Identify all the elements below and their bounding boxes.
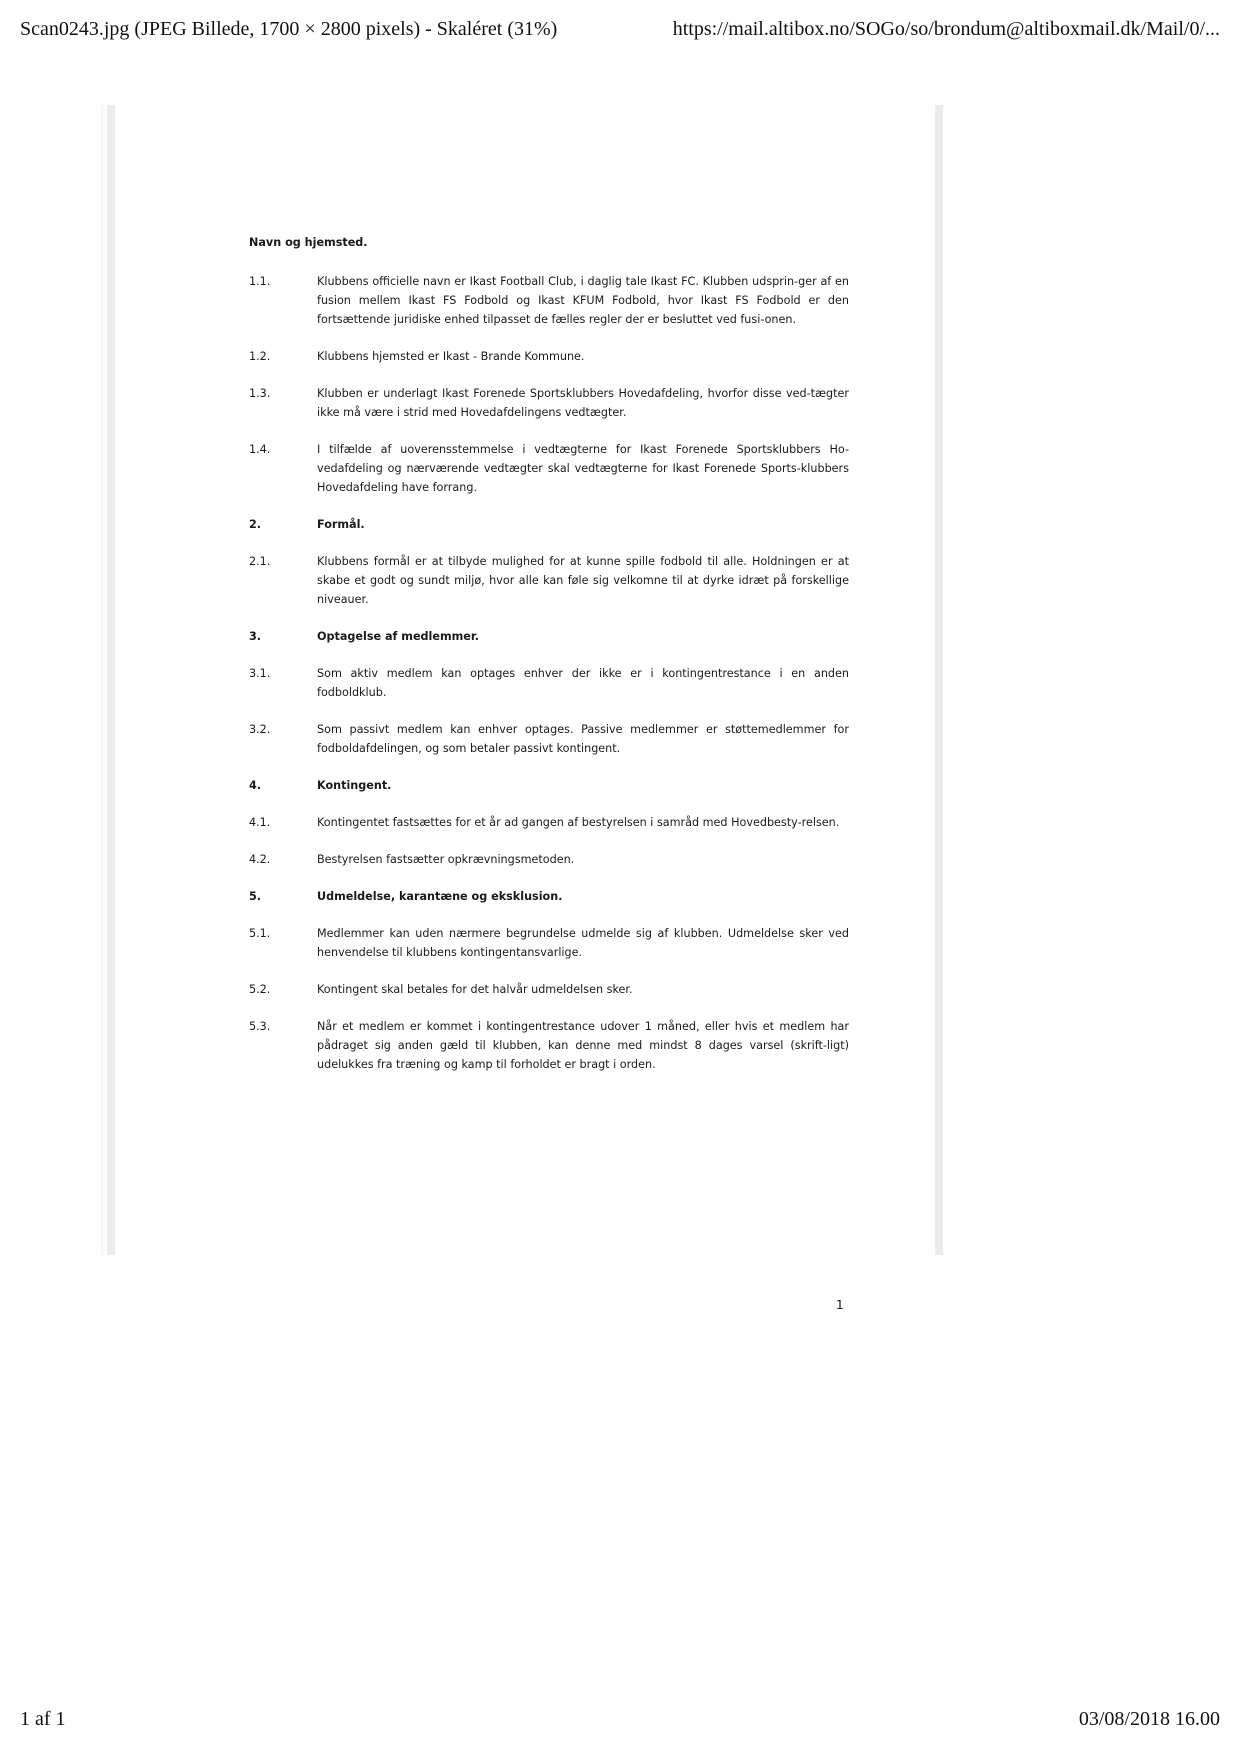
page-count: 1 af 1 xyxy=(20,1708,66,1730)
clause-text: Bestyrelsen fastsætter opkrævningsmetoden. xyxy=(317,853,575,866)
clause-text: Klubbens hjemsted er Ikast - Brande Kommune. xyxy=(317,350,585,363)
section-heading: Optagelse af medlemmer. xyxy=(317,630,480,643)
section-heading-3 xyxy=(249,627,849,646)
clause-text: Medlemmer kan uden nærmere begrundelse udmelde sig af klubben. Udmeldelse sker ved henvendelse til klubbens kontingentansvarlige. xyxy=(317,927,849,959)
clause-number: 3.1. xyxy=(249,667,271,680)
section-heading-5 xyxy=(249,887,849,906)
clause-text: Kontingentet fastsættes for et år ad gangen af bestyrelsen i samråd med Hovedbesty-relsen. xyxy=(317,816,840,829)
section-number: 2. xyxy=(249,518,262,531)
clause-number: 1.1. xyxy=(249,275,271,288)
clause-number: 4.1. xyxy=(249,816,271,829)
clause-number: 3.2. xyxy=(249,723,271,736)
print-header xyxy=(20,14,1220,44)
scanned-page xyxy=(107,105,943,1312)
clause-number: 5.3. xyxy=(249,1020,271,1033)
clause-5-2 xyxy=(249,980,849,999)
clause-number: 2.1. xyxy=(249,555,271,568)
clause-text: Når et medlem er kommet i kontingentrestance udover 1 måned, eller hvis et medlem har pådraget sig anden gæld til klubben, kan denne med mindst 8 dages varsel (skrift-ligt) udelukkes fra træning og kamp til forholdet er bragt i orden. xyxy=(317,1020,849,1071)
clause-text: Klubben er underlagt Ikast Forenede Sportsklubbers Hovedafdeling, hvorfor disse ved-tægter ikke må være i strid med Hovedafdelingens vedtægter. xyxy=(317,387,849,419)
clause-text: I tilfælde af uoverensstemmelse i vedtægterne for Ikast Forenede Sportsklubbers Ho-vedafdeling og nærværende vedtægter skal vedtægterne for Ikast Forenede Sports-klubbers Hovedafdeling have forrang. xyxy=(317,443,849,494)
clause-text: Klubbens officielle navn er Ikast Football Club, i daglig tale Ikast FC. Klubben udsprin-ger af en fusion mellem Ikast FS Fodbold og Ikast KFUM Fodbold, hvor Ikast FS Fodbold er den fortsættende juridiske enhed tilpasset de fælles regler der er besluttet ved fusi-onen. xyxy=(317,275,849,326)
clause-number: 4.2. xyxy=(249,853,271,866)
clause-number: 1.2. xyxy=(249,350,271,363)
section-heading: Kontingent. xyxy=(317,779,392,792)
document-url: https://mail.altibox.no/SOGo/so/brondum@altiboxmail.dk/Mail/0/... xyxy=(672,18,1220,40)
section-heading-2 xyxy=(249,515,849,534)
print-datetime: 03/08/2018 16.00 xyxy=(1078,1708,1220,1730)
clause-number: 1.4. xyxy=(249,443,271,456)
section-number: 4. xyxy=(249,779,262,792)
section-heading-4 xyxy=(249,776,849,795)
clause-5-1 xyxy=(249,924,849,962)
clause-number: 5.1. xyxy=(249,927,271,940)
clause-3-2 xyxy=(249,720,849,758)
document-title: Scan0243.jpg (JPEG Billede, 1700 × 2800 pixels) - Skaléret (31%) xyxy=(20,18,558,40)
clause-text: Som passivt medlem kan enhver optages. Passive medlemmer er støttemedlemmer for fodboldafdelingen, og som betaler passivt kontingent. xyxy=(317,723,849,755)
clause-3-1 xyxy=(249,664,849,702)
bylaws-text xyxy=(249,233,849,1092)
clause-5-3 xyxy=(249,1017,849,1074)
clause-text: Klubbens formål er at tilbyde mulighed for at kunne spille fodbold til alle. Holdningen er at skabe et godt og sundt miljø, hvor alle kan føle sig velkomne til at dyrke idræt på forskellige niveauer. xyxy=(317,555,849,606)
clause-4-1 xyxy=(249,813,849,832)
clause-1-2 xyxy=(249,347,849,366)
clause-number: 5.2. xyxy=(249,983,271,996)
clause-4-2 xyxy=(249,850,849,869)
clause-1-4 xyxy=(249,440,849,497)
clause-number: 1.3. xyxy=(249,387,271,400)
clause-1-3 xyxy=(249,384,849,422)
section-heading: Formål. xyxy=(317,518,365,531)
print-footer xyxy=(20,1704,1220,1734)
clause-1-1 xyxy=(249,272,849,329)
clause-2-1 xyxy=(249,552,849,609)
section-number: 3. xyxy=(249,630,262,643)
section-number: 5. xyxy=(249,890,262,903)
section-title: Navn og hjemsted. xyxy=(249,236,368,249)
page-number: 1 xyxy=(836,1298,844,1312)
section-heading: Udmeldelse, karantæne og eksklusion. xyxy=(317,890,563,903)
clause-text: Kontingent skal betales for det halvår udmeldelsen sker. xyxy=(317,983,633,996)
clause-text: Som aktiv medlem kan optages enhver der ikke er i kontingentrestance i en anden fodboldklub. xyxy=(317,667,849,699)
